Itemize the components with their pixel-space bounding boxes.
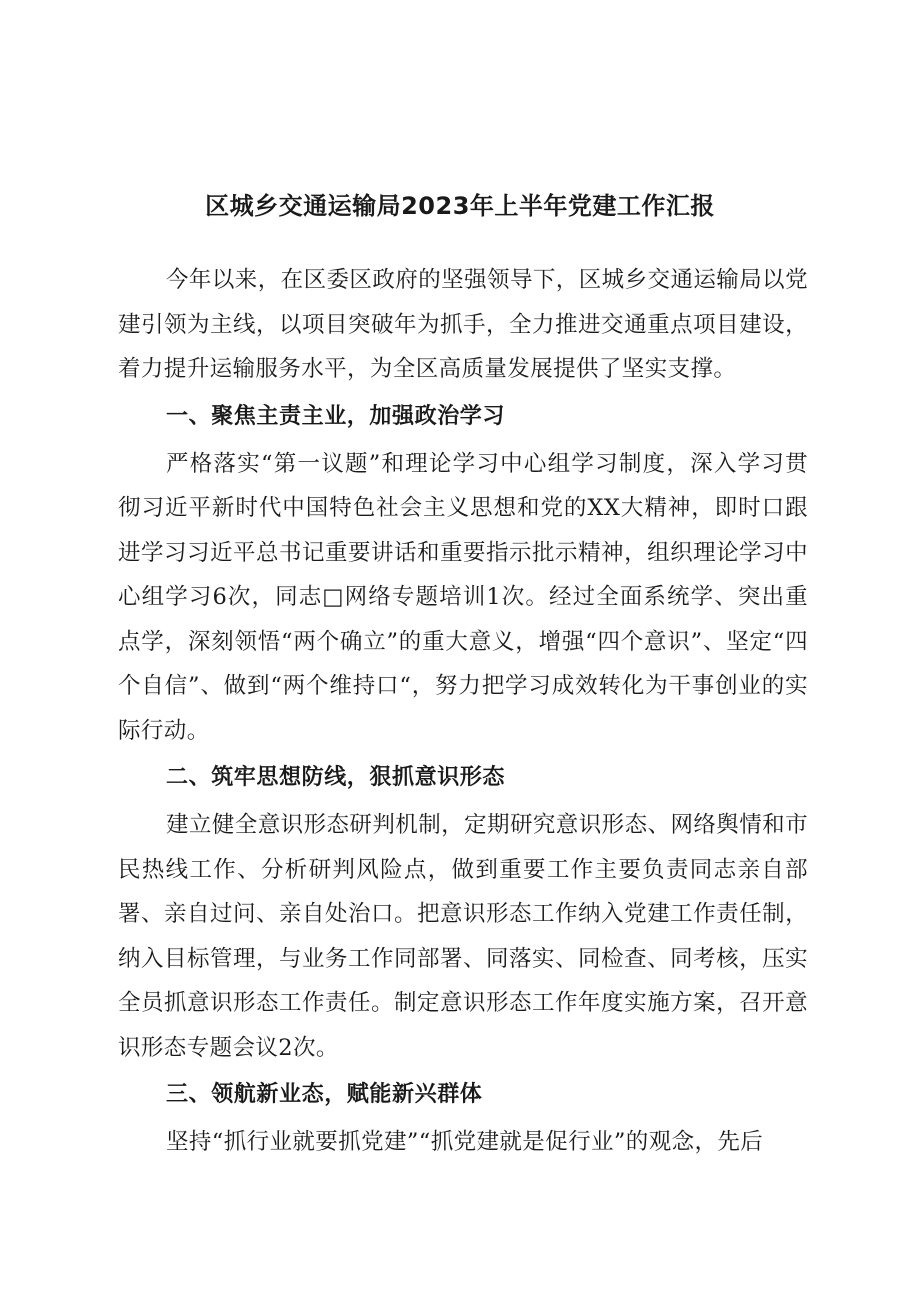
section-heading-1: 一、聚焦主责主业，加强政治学习 bbox=[166, 403, 506, 429]
section-body-1: 严格落实“第一议题”和理论学习中心组学习制度，深入学习贯彻习近平新时代中国特色社会主义思想和党的XX大精神，即时口跟进学习习近平总书记重要讲话和重要指示批示精神，组织理论学习中心组学习6次，同志□网络专题培训1次。经过全面系统学、突出重点学，深刻领悟“两个确立”的重大意义，增强“四个意识”、坚定“四个自信”、做到“两个维持口“，努力把学习成效转化为干事创业的实际行动。 bbox=[118, 450, 808, 744]
section-heading-2: 二、筑牢思想防线，狠抓意识形态 bbox=[166, 765, 506, 790]
section-heading-3: 三、领航新业态，赋能新兴群体 bbox=[166, 1082, 483, 1107]
document-title: 区城乡交通运输局2023年上半年党建工作汇报 bbox=[205, 192, 715, 220]
section-body-3: 坚持“抓行业就要抓党建”“抓党建就是促行业”的观念，先后 bbox=[166, 1129, 764, 1155]
section-body-2: 建立健全意识形态研判机制，定期研究意识形态、网络舆情和市民热线工作、分析研判风险点，做到重要工作主要负责同志亲自部署、亲自过问、亲自处治口。把意识形态工作纳入党建工作责任制，纳入目标管理，与业务工作同部署、同落实、同检查、同考核，压实全员抓意识形态工作责任。制定意识形态工作年度实施方案，召开意识形态专题会议2次。 bbox=[118, 812, 808, 1061]
document-body bbox=[118, 258, 808, 1165]
intro-paragraph: 今年以来，在区委区政府的坚强领导下，区城乡交通运输局以党建引领为主线，以项目突破年为抓手，全力推进交通重点项目建设，着力提升运输服务水平，为全区高质量发展提供了坚实支撑。 bbox=[118, 267, 808, 382]
